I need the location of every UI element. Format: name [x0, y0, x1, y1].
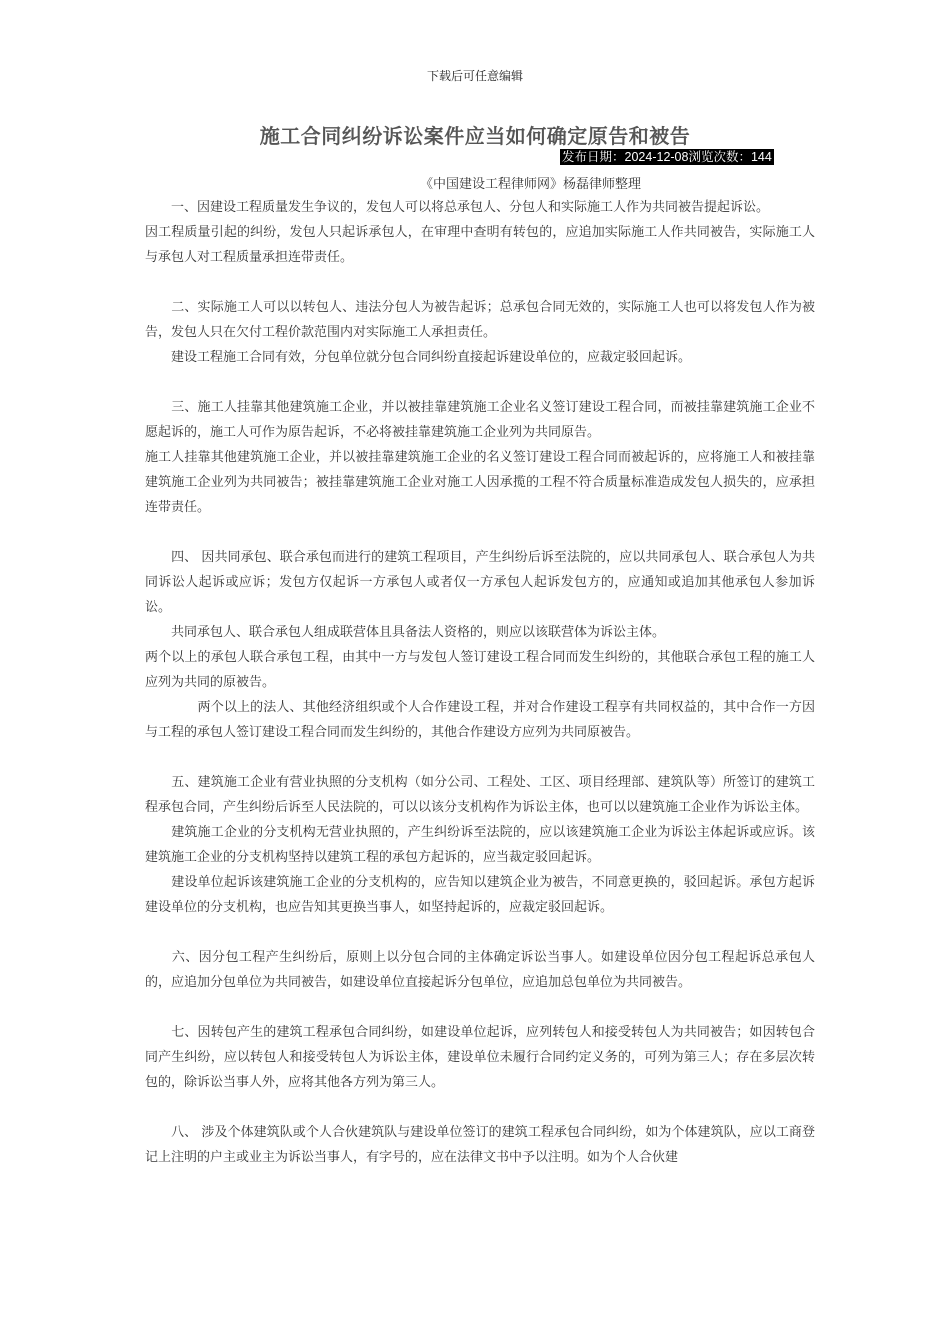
- paragraph: 八、 涉及个体建筑队或个人合伙建筑队与建设单位签订的建筑工程承包合同纠纷，如为个体建筑队，应以工商登记上注明的户主或业主为诉讼当事人，有字号的，应在法律文书中予以注明。如为个人合伙建: [145, 1125, 815, 1165]
- paragraph: 建筑施工企业的分支机构无营业执照的，产生纠纷诉至法院的，应以该建筑施工企业为诉讼主体起诉或应诉。该建筑施工企业的分支机构坚持以建筑工程的承包方起诉的，应当裁定驳回起诉。: [145, 825, 815, 865]
- paragraph: 六、因分包工程产生纠纷后，原则上以分包合同的主体确定诉讼当事人。如建设单位因分包工程起诉总承包人的，应追加分包单位为共同被告，如建设单位直接起诉分包单位，应追加总包单位为共同被告。: [145, 950, 815, 990]
- page-title: 施工合同纠纷诉讼案件应当如何确定原告和被告: [259, 124, 691, 148]
- paragraph: 建设工程施工合同有效，分包单位就分包合同纠纷直接起诉建设单位的，应裁定驳回起诉。: [145, 350, 692, 365]
- view-count-label: 浏览次数：: [688, 149, 751, 164]
- paragraph: 一、因建设工程质量发生争议的，发包人可以将总承包人、分包人和实际施工人作为共同被告提起诉讼。: [145, 200, 770, 215]
- publish-date-value: 2024-12-08: [624, 150, 689, 164]
- paragraph: 三、施工人挂靠其他建筑施工企业，并以被挂靠建筑施工企业名义签订建设工程合同，而被挂靠建筑施工企业不愿起诉的，施工人可作为原告起诉，不必将被挂靠建筑施工企业列为共同原告。: [145, 400, 815, 440]
- paragraph: 二、实际施工人可以以转包人、违法分包人为被告起诉；总承包合同无效的，实际施工人也可以将发包人作为被告，发包人只在欠付工程价款范围内对实际施工人承担责任。: [145, 300, 815, 340]
- paragraph: 因工程质量引起的纠纷，发包人只起诉承包人，在审理中查明有转包的，应追加实际施工人作共同被告，实际施工人与承包人对工程质量承担连带责任。: [145, 225, 815, 265]
- publish-meta-bar: [560, 149, 774, 165]
- article-body: [145, 195, 815, 1170]
- download-note: 下载后可任意编辑: [426, 69, 523, 83]
- paragraph: 建设单位起诉该建筑施工企业的分支机构的，应告知以建筑企业为被告，不同意更换的，驳回起诉。承包方起诉建设单位的分支机构，也应告知其更换当事人，如坚持起诉的，应裁定驳回起诉。: [145, 875, 815, 915]
- paragraph: 七、因转包产生的建筑工程承包合同纠纷，如建设单位起诉，应列转包人和接受转包人为共同被告；如因转包合同产生纠纷，应以转包人和接受转包人为诉讼主体，建设单位未履行合同约定义务的，可列为第三人；存在多层次转包的，除诉讼当事人外，应将其他各方列为第三人。: [145, 1025, 815, 1090]
- paragraph: 施工人挂靠其他建筑施工企业，并以被挂靠建筑施工企业的名义签订建设工程合同而被起诉的，应将施工人和被挂靠建筑施工企业列为共同被告；被挂靠建筑施工企业对施工人因承揽的工程不符合质量标准造成发包人损失的，应承担连带责任。: [145, 450, 815, 515]
- source-credit: 《中国建设工程律师网》杨磊律师整理: [420, 177, 642, 192]
- paragraph: 两个以上的法人、其他经济组织或个人合作建设工程，并对合作建设工程享有共同权益的，其中合作一方因与工程的承包人签订建设工程合同而发生纠纷的，其他合作建设方应列为共同原被告。: [145, 700, 815, 740]
- paragraph: 五、建筑施工企业有营业执照的分支机构（如分公司、工程处、工区、项目经理部、建筑队等）所签订的建筑工程承包合同，产生纠纷后诉至人民法院的，可以以该分支机构作为诉讼主体，也可以以建筑施工企业作为诉讼主体。: [145, 775, 815, 815]
- paragraph: 两个以上的承包人联合承包工程，由其中一方与发包人签订建设工程合同而发生纠纷的，其他联合承包工程的施工人应列为共同的原被告。: [145, 650, 815, 690]
- view-count-value: 144: [750, 150, 772, 164]
- paragraph: 四、 因共同承包、联合承包而进行的建筑工程项目，产生纠纷后诉至法院的，应以共同承包人、联合承包人为共同诉讼人起诉或应诉；发包方仅起诉一方承包人或者仅一方承包人起诉发包方的，应通知或追加其他承包人参加诉讼。: [145, 550, 815, 615]
- publish-date-label: 发布日期：: [562, 149, 625, 164]
- paragraph: 共同承包人、联合承包人组成联营体且具备法人资格的，则应以该联营体为诉讼主体。: [145, 625, 666, 640]
